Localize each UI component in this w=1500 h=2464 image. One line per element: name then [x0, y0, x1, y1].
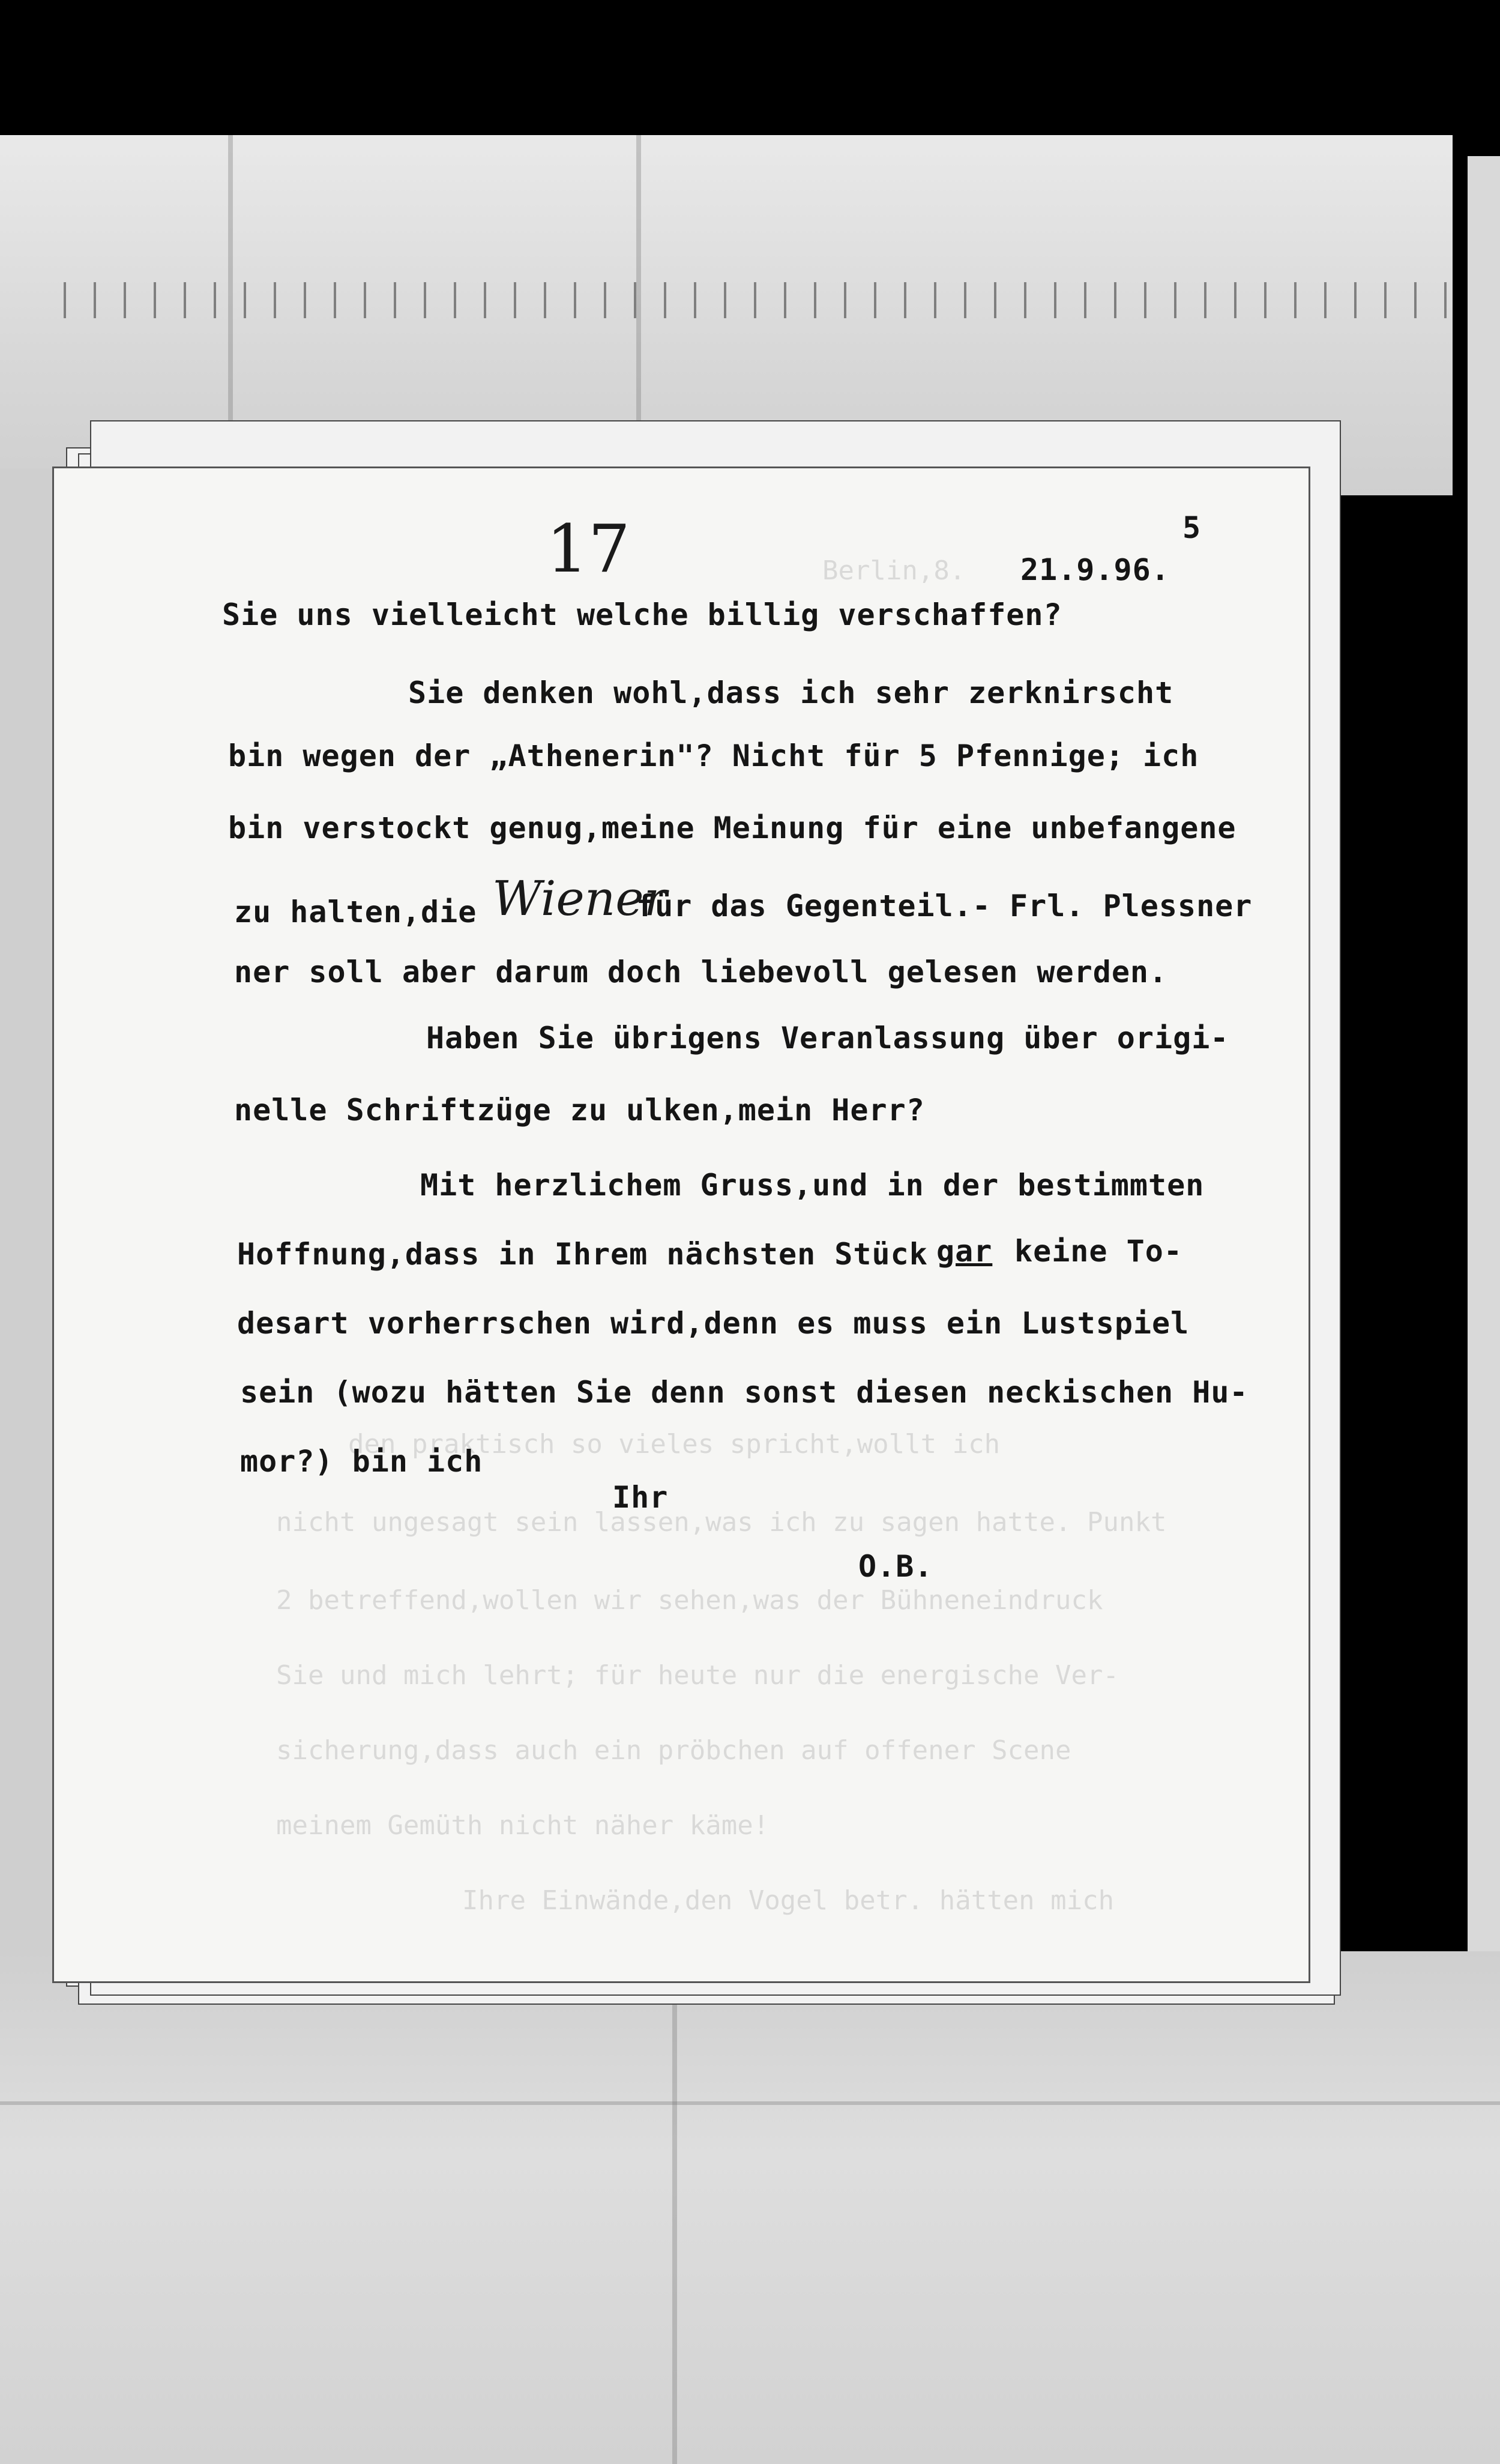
text-line: desart vorherrschen wird,denn es muss ein Lustspiel — [237, 1306, 1190, 1341]
date: 21.9.96. — [1020, 552, 1170, 587]
text-line: ner soll aber darum doch liebevoll gelesen werden. — [234, 955, 1168, 989]
text-line: Sie denken wohl,dass ich sehr zerknirscht — [408, 675, 1174, 710]
bleed-through-line: meinem Gemüth nicht näher käme! — [276, 1810, 770, 1841]
text-line: für das Gegenteil.- Frl. Plessner — [636, 889, 1253, 923]
text-line: Mit herzlichem Gruss,und in der bestimmten — [420, 1168, 1205, 1203]
tick-marks — [36, 282, 1447, 318]
text-line: bin verstockt genug,meine Meinung für eine unbefangene — [228, 811, 1236, 845]
bleed-through-line: nicht ungesagt sein lassen,was ich zu sagen hatte. Punkt — [276, 1507, 1167, 1538]
underlined-word: gar — [936, 1234, 993, 1269]
text-line: bin wegen der „Athenerin"? Nicht für 5 Pfennige; ich — [228, 738, 1199, 773]
text-line: zu halten,die — [234, 895, 477, 929]
signature-initials: O.B. — [858, 1549, 933, 1584]
background-sheet-right — [1468, 156, 1500, 2077]
text-line: Haben Sie übrigens Veranlassung über origi- — [426, 1021, 1229, 1055]
ghost-header: Berlin,8. — [822, 555, 966, 586]
text-line: nelle Schriftzüge zu ulken,mein Herr? — [234, 1093, 925, 1128]
text-line: Hoffnung,dass in Ihrem nächsten Stück — [237, 1237, 928, 1272]
text-line: sein (wozu hätten Sie denn sonst diesen neckischen Hu- — [240, 1375, 1248, 1410]
handwritten-insert: Wiener — [492, 871, 667, 926]
background-sheet-left — [0, 468, 54, 1969]
bleed-through-line: 2 betreffend,wollen wir sehen,was der Bühneneindruck — [276, 1585, 1103, 1616]
archive-number: 17 — [546, 510, 630, 587]
bleed-through-line: sicherung,dass auch ein pröbchen auf offener Scene — [276, 1735, 1071, 1766]
page-number: 5 — [1182, 510, 1201, 545]
bleed-through-line: Sie und mich lehrt; für heute nur die energische Ver- — [276, 1660, 1119, 1691]
document-page — [54, 468, 1309, 1981]
bleed-through-line: den praktisch so vieles spricht,wollt ich — [348, 1429, 1001, 1460]
fold-line — [672, 1951, 677, 2464]
fold-line — [0, 2101, 1500, 2105]
text-line: mor?) bin ich — [240, 1444, 483, 1479]
closing: Ihr — [612, 1480, 669, 1515]
text-line: Sie uns vielleicht welche billig verschaffen? — [222, 597, 1062, 632]
text-line: keine To- — [1014, 1234, 1182, 1269]
background-sheet-bottom — [0, 1951, 1500, 2464]
bleed-through-line: Ihre Einwände,den Vogel betr. hätten mich — [462, 1885, 1115, 1916]
